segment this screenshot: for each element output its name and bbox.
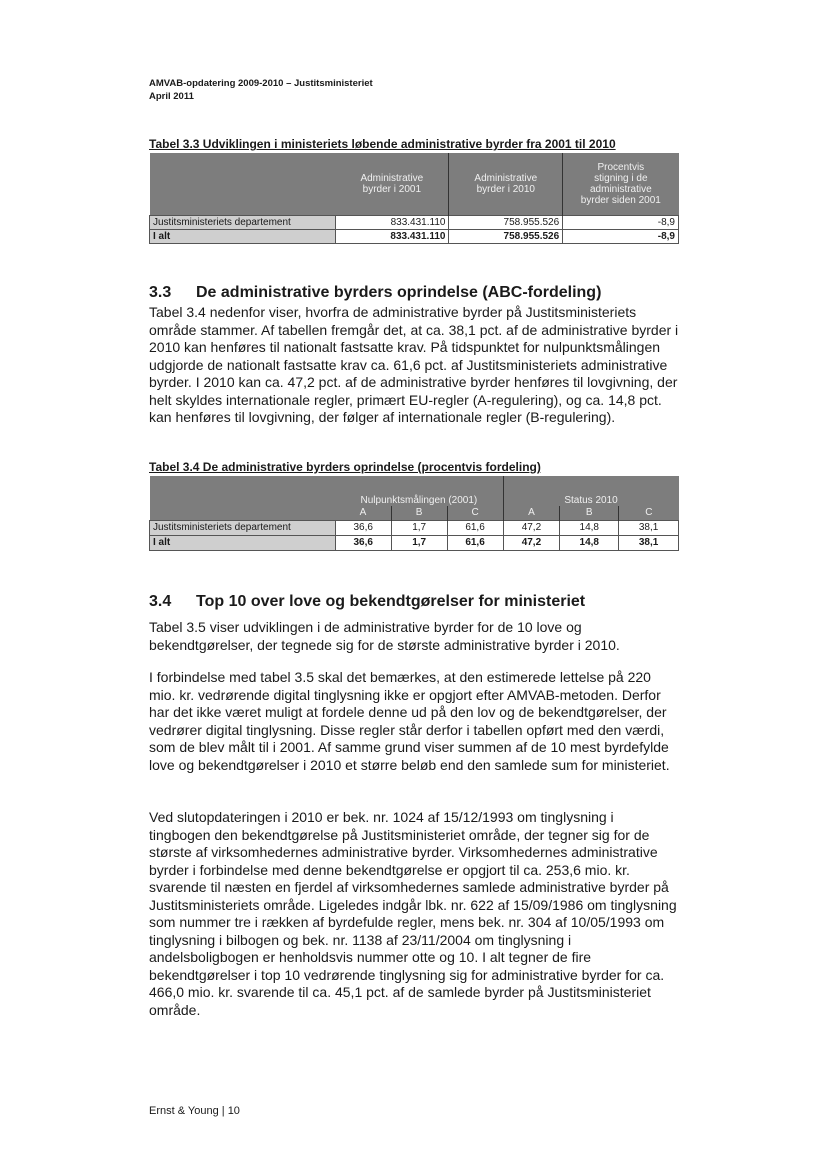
- header-group-2001: Nulpunktsmålingen (2001): [335, 476, 503, 506]
- cell-value: 1,7: [391, 535, 447, 550]
- header-group-2010: Status 2010: [503, 476, 678, 506]
- page-header: [149, 77, 373, 103]
- section-3-4-paragraph-3: Ved slutopdateringen i 2010 er bek. nr. 1024 af 15/12/1993 om tinglysning i tingbogen den bekendtgørelse på Justitsministeriet område, der tegner sig for de største af virksomhedernes administrative byrder. Virksomhedernes administrative byrder i forbindelse med denne bekendtgørelse er opgjort til ca. 253,6 mio. kr. svarende til næsten en fjerdel af virksomhedernes samlede administrative byrder på Justitsministeriets område. Ligeledes indgår lbk. nr. 622 af 15/09/1986 om tinglysning som nummer tre i rækken af byrdefulde regler, mens bek. nr. 304 af 10/05/1993 om tinglysning i bilbogen og bek. nr. 1138 af 23/11/2004 om tinglysning i andelsboligbogen er henholdsvis nummer otte og 10. I alt tegner de fire bekendtgørelser i top 10 vedrørende tinglysning sig for administrative byrder for ca. 466,0 mio. kr. svarende til ca. 45,1 pct. af de samlede byrder på Justitsministeriet område.: [149, 809, 677, 1018]
- section-3-4-heading: 3.4 Top 10 over love og bekendtgørelser for ministeriet: [149, 593, 586, 610]
- section-3-3-heading: 3.3 De administrative byrders oprindelse (ABC-fordeling): [149, 284, 602, 301]
- subheader-b: B: [560, 506, 619, 520]
- cell-value: 61,6: [447, 520, 503, 535]
- section-3-4-paragraph-1: Tabel 3.5 viser udviklingen i de administrative byrder for de 10 love og bekendtgørelser, der tegnede sig for de største administrative byrder i 2010.: [149, 619, 620, 653]
- table-3-3-caption: Tabel 3.3 Udviklingen i ministeriets løbende administrative byrder fra 2001 til 2010: [149, 137, 616, 151]
- cell-value: 36,6: [335, 520, 391, 535]
- cell-value: 38,1: [619, 535, 679, 550]
- header-title: AMVAB-opdatering 2009-2010 – Justitsministeriet: [149, 78, 373, 89]
- cell-value: 1,7: [391, 520, 447, 535]
- cell-2001: 833.431.110: [335, 215, 449, 229]
- header-2001: Administrative byrder i 2001: [335, 153, 449, 215]
- cell-pct: -8,9: [563, 215, 679, 229]
- cell-value: 47,2: [503, 520, 560, 535]
- row-label: I alt: [150, 229, 336, 243]
- cell-value: 14,8: [560, 520, 619, 535]
- subheader-c: C: [619, 506, 679, 520]
- header-blank: [150, 153, 336, 215]
- row-label: Justitsministeriets departement: [150, 520, 336, 535]
- table-3-4-caption: Tabel 3.4 De administrative byrders oprindelse (procentvis fordeling): [149, 460, 541, 474]
- cell-pct: -8,9: [563, 229, 679, 243]
- subheader-c: C: [447, 506, 503, 520]
- table-row: [150, 229, 679, 243]
- subheader-a: A: [335, 506, 391, 520]
- row-label: Justitsministeriets departement: [150, 215, 336, 229]
- cell-value: 14,8: [560, 535, 619, 550]
- header-blank: [150, 476, 336, 520]
- cell-value: 47,2: [503, 535, 560, 550]
- section-3-4-paragraph-2: I forbindelse med tabel 3.5 skal det bemærkes, at den estimerede lettelse på 220 mio. kr. vedrørende digital tinglysning ikke er opgjort efter AMVAB-metoden. Derfor har det ikke været muligt at fordele denne ud på den lov og de bekendtgørelser, der vedrører digital tinglysning. Disse regler står derfor i tabellen opført med den værdi, som de blev målt til i 2001. Af samme grund viser summen af de 10 mest byrdefylde love og bekendtgørelser i 2010 et større beløb end den samlede sum for ministeriet.: [149, 669, 670, 773]
- table-3-3: [149, 153, 679, 244]
- cell-2010: 758.955.526: [449, 215, 563, 229]
- page-footer: Ernst & Young | 10: [149, 1105, 240, 1117]
- row-label: I alt: [150, 535, 336, 550]
- table-row: [150, 535, 679, 550]
- subheader-a: A: [503, 506, 560, 520]
- section-3-3-paragraph: Tabel 3.4 nedenfor viser, hvorfra de administrative byrder på Justitsministeriets område stammer. Af tabellen fremgår det, at ca. 38,1 pct. af de administrative byrder i 2010 kan henføres til nationalt fastsatte krav. På tidspunktet for nulpunktsmålingen udgjorde de nationalt fastsatte krav ca. 61,6 pct. af Justitsministeriets administrative byrder. I 2010 kan ca. 47,2 pct. af de administrative byrder henføres til lovgivning, der helt skyldes internationale regler, primært EU-regler (A-regulering), og ca. 14,8 pct. kan henføres til lovgivning, der følger af internationale regler (B-regulering).: [149, 304, 679, 425]
- cell-value: 38,1: [619, 520, 679, 535]
- header-date: April 2011: [149, 91, 194, 102]
- subheader-b: B: [391, 506, 447, 520]
- cell-2001: 833.431.110: [335, 229, 449, 243]
- cell-value: 36,6: [335, 535, 391, 550]
- header-pct: Procentvis stigning i de administrative byrder siden 2001: [563, 153, 679, 215]
- cell-value: 61,6: [447, 535, 503, 550]
- table-row: [150, 215, 679, 229]
- header-2010: Administrative byrder i 2010: [449, 153, 563, 215]
- table-3-4: [149, 476, 679, 551]
- table-group-header-row: [150, 476, 679, 506]
- table-row: [150, 520, 679, 535]
- cell-2010: 758.955.526: [449, 229, 563, 243]
- table-header-row: [150, 153, 679, 215]
